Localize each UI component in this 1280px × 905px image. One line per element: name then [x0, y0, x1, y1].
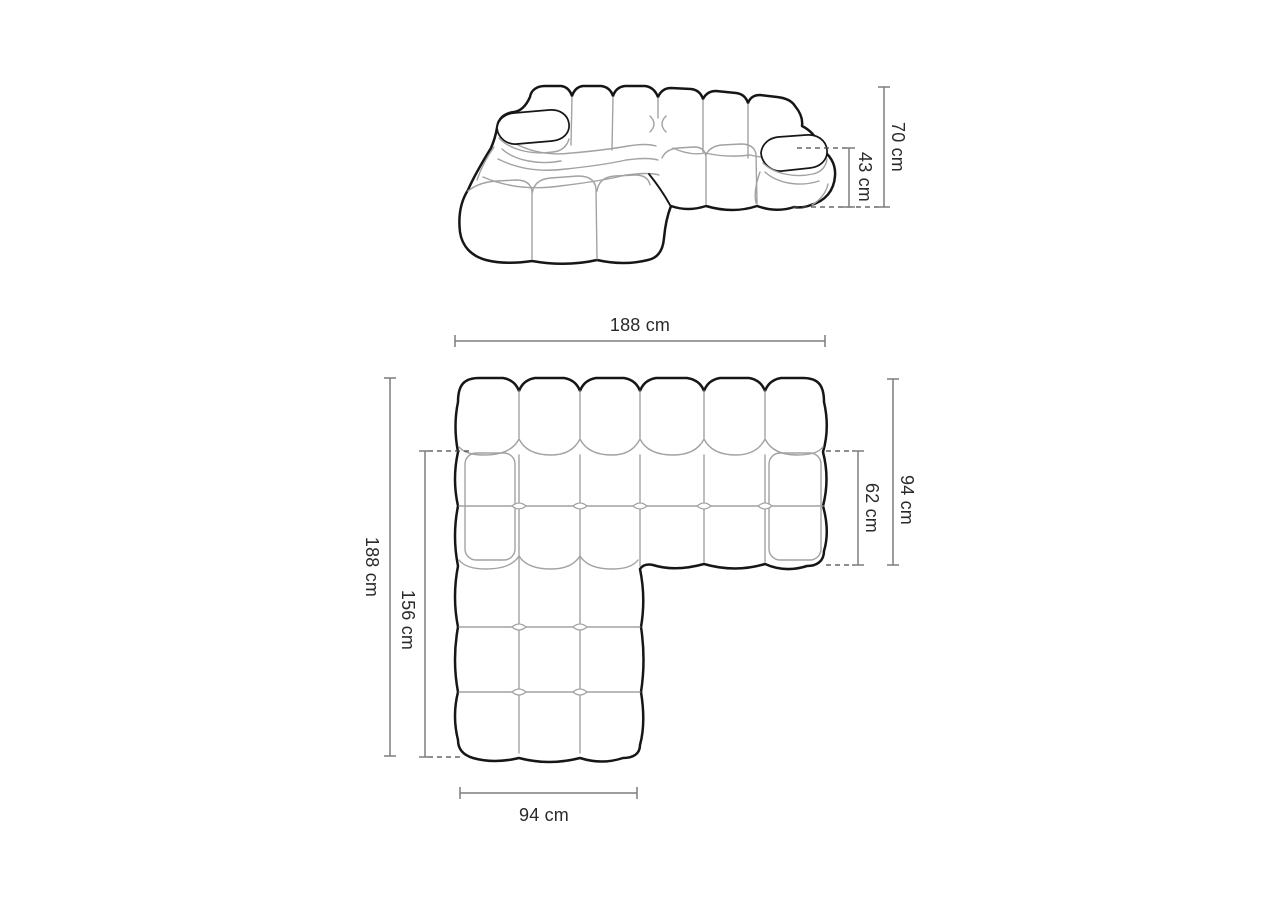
- plan-view: [362, 315, 917, 825]
- dim-label-seat-inner-depth: 62 cm: [862, 482, 882, 534]
- dim-label-total-height: 70 cm: [888, 121, 908, 173]
- dim-total-width: [455, 315, 825, 347]
- right-armrest-bolster: [761, 135, 827, 171]
- perspective-view: [459, 86, 908, 264]
- dim-label-chaise-width: 94 cm: [518, 805, 570, 825]
- dim-chaise-width: [460, 787, 637, 825]
- dim-label-chaise-inner-depth: 156 cm: [398, 589, 418, 651]
- dim-label-total-width: 188 cm: [609, 315, 671, 335]
- dim-right-depth: [887, 379, 917, 565]
- dim-seat-inner-depth: [826, 451, 882, 565]
- dim-total-height: [878, 87, 908, 207]
- dim-label-right-depth: 94 cm: [897, 474, 917, 526]
- sofa-plan-outline: [455, 378, 827, 762]
- left-armrest-bolster: [497, 110, 569, 144]
- dim-total-depth: [362, 378, 396, 756]
- dim-label-seat-height: 43 cm: [855, 151, 875, 203]
- dim-label-total-depth: 188 cm: [362, 536, 382, 598]
